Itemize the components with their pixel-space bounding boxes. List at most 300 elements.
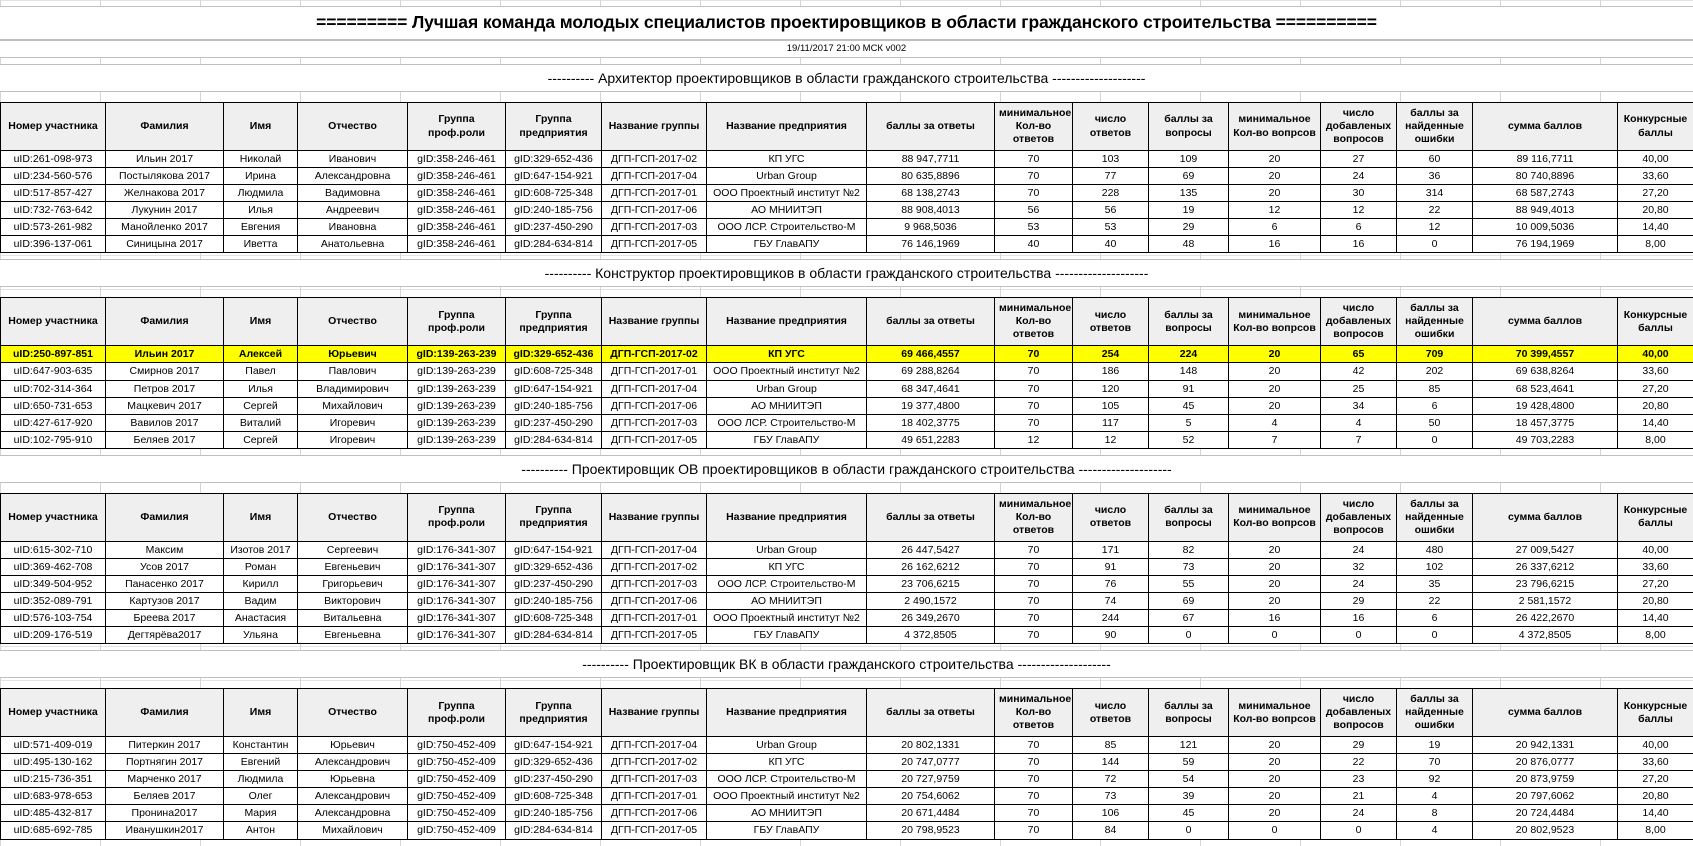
column-header-10[interactable]: число ответов bbox=[1073, 298, 1149, 346]
cell-9[interactable]: 70 bbox=[995, 168, 1073, 185]
cell-9[interactable]: 70 bbox=[995, 575, 1073, 592]
cell-7[interactable]: ООО ЛСР. Строительство-М bbox=[707, 771, 867, 788]
cell-4[interactable]: gID:358-246-461 bbox=[408, 168, 506, 185]
cell-9[interactable]: 70 bbox=[995, 185, 1073, 202]
column-header-7[interactable]: Название предприятия bbox=[707, 689, 867, 737]
cell-15[interactable]: 20 942,1331 bbox=[1473, 737, 1618, 754]
cell-15[interactable]: 80 740,8896 bbox=[1473, 168, 1618, 185]
cell-6[interactable]: ДГП-ГСП-2017-03 bbox=[602, 575, 707, 592]
cell-15[interactable]: 88 949,4013 bbox=[1473, 202, 1618, 219]
cell-0[interactable]: uID:349-504-952 bbox=[1, 575, 106, 592]
cell-12[interactable]: 20 bbox=[1229, 397, 1321, 414]
cell-16[interactable]: 8,00 bbox=[1618, 236, 1693, 253]
cell-7[interactable]: ГБУ ГлавАПУ bbox=[707, 822, 867, 839]
cell-12[interactable]: 20 bbox=[1229, 575, 1321, 592]
cell-8[interactable]: 20 671,4484 bbox=[867, 805, 995, 822]
cell-2[interactable]: Евгений bbox=[224, 754, 298, 771]
cell-12[interactable]: 0 bbox=[1229, 627, 1321, 644]
column-header-1[interactable]: Фамилия bbox=[106, 493, 224, 541]
cell-11[interactable]: 48 bbox=[1149, 236, 1229, 253]
cell-8[interactable]: 26 349,2670 bbox=[867, 610, 995, 627]
column-header-0[interactable]: Номер участника bbox=[1, 298, 106, 346]
cell-8[interactable]: 2 490,1572 bbox=[867, 592, 995, 609]
cell-16[interactable]: 27,20 bbox=[1618, 185, 1693, 202]
cell-5[interactable]: gID:240-185-756 bbox=[506, 592, 602, 609]
column-header-11[interactable]: баллы за вопросы bbox=[1149, 103, 1229, 151]
cell-6[interactable]: ДГП-ГСП-2017-02 bbox=[602, 346, 707, 363]
cell-6[interactable]: ДГП-ГСП-2017-06 bbox=[602, 805, 707, 822]
cell-5[interactable]: gID:237-450-290 bbox=[506, 771, 602, 788]
table-row[interactable] bbox=[1, 737, 1693, 754]
cell-4[interactable]: gID:750-452-409 bbox=[408, 771, 506, 788]
cell-0[interactable]: uID:615-302-710 bbox=[1, 541, 106, 558]
cell-3[interactable]: Анатольевна bbox=[298, 236, 408, 253]
cell-1[interactable]: Дегтярёва2017 bbox=[106, 627, 224, 644]
cell-1[interactable]: Смирнов 2017 bbox=[106, 363, 224, 380]
cell-11[interactable]: 135 bbox=[1149, 185, 1229, 202]
cell-10[interactable]: 91 bbox=[1073, 558, 1149, 575]
cell-15[interactable]: 26 422,2670 bbox=[1473, 610, 1618, 627]
cell-2[interactable]: Алексей bbox=[224, 346, 298, 363]
cell-12[interactable]: 20 bbox=[1229, 805, 1321, 822]
cell-0[interactable]: uID:352-089-791 bbox=[1, 592, 106, 609]
cell-14[interactable]: 12 bbox=[1397, 219, 1473, 236]
cell-3[interactable]: Михайлович bbox=[298, 822, 408, 839]
column-header-7[interactable]: Название предприятия bbox=[707, 493, 867, 541]
cell-12[interactable]: 20 bbox=[1229, 363, 1321, 380]
cell-4[interactable]: gID:750-452-409 bbox=[408, 754, 506, 771]
cell-6[interactable]: ДГП-ГСП-2017-04 bbox=[602, 380, 707, 397]
table-row[interactable] bbox=[1, 558, 1693, 575]
cell-13[interactable]: 34 bbox=[1321, 397, 1397, 414]
cell-11[interactable]: 91 bbox=[1149, 380, 1229, 397]
cell-5[interactable]: gID:329-652-436 bbox=[506, 558, 602, 575]
cell-10[interactable]: 228 bbox=[1073, 185, 1149, 202]
column-header-5[interactable]: Группа предприятия bbox=[506, 103, 602, 151]
cell-16[interactable]: 20,80 bbox=[1618, 202, 1693, 219]
cell-16[interactable]: 33,60 bbox=[1618, 558, 1693, 575]
cell-1[interactable]: Усов 2017 bbox=[106, 558, 224, 575]
cell-13[interactable]: 42 bbox=[1321, 363, 1397, 380]
cell-3[interactable]: Александрович bbox=[298, 788, 408, 805]
cell-7[interactable]: КП УГС bbox=[707, 558, 867, 575]
column-header-0[interactable]: Номер участника bbox=[1, 689, 106, 737]
cell-1[interactable]: Ильин 2017 bbox=[106, 151, 224, 168]
cell-5[interactable]: gID:608-725-348 bbox=[506, 185, 602, 202]
cell-4[interactable]: gID:176-341-307 bbox=[408, 575, 506, 592]
cell-3[interactable]: Андреевич bbox=[298, 202, 408, 219]
table-row[interactable] bbox=[1, 805, 1693, 822]
cell-7[interactable]: ООО Проектный институт №2 bbox=[707, 363, 867, 380]
cell-0[interactable]: uID:427-617-920 bbox=[1, 414, 106, 431]
cell-12[interactable]: 20 bbox=[1229, 541, 1321, 558]
cell-15[interactable]: 20 873,9759 bbox=[1473, 771, 1618, 788]
cell-0[interactable]: uID:396-137-061 bbox=[1, 236, 106, 253]
cell-6[interactable]: ДГП-ГСП-2017-06 bbox=[602, 202, 707, 219]
cell-0[interactable]: uID:702-314-364 bbox=[1, 380, 106, 397]
column-header-13[interactable]: число добавленых вопросов bbox=[1321, 103, 1397, 151]
column-header-12[interactable]: минимальное Кол-во вопрсов bbox=[1229, 298, 1321, 346]
cell-6[interactable]: ДГП-ГСП-2017-06 bbox=[602, 397, 707, 414]
cell-3[interactable]: Павлович bbox=[298, 363, 408, 380]
cell-7[interactable]: Urban Group bbox=[707, 168, 867, 185]
cell-5[interactable]: gID:647-154-921 bbox=[506, 541, 602, 558]
cell-4[interactable]: gID:358-246-461 bbox=[408, 202, 506, 219]
cell-6[interactable]: ДГП-ГСП-2017-01 bbox=[602, 363, 707, 380]
cell-15[interactable]: 69 638,8264 bbox=[1473, 363, 1618, 380]
cell-0[interactable]: uID:215-736-351 bbox=[1, 771, 106, 788]
cell-1[interactable]: Лукунин 2017 bbox=[106, 202, 224, 219]
table-row[interactable] bbox=[1, 185, 1693, 202]
cell-12[interactable]: 12 bbox=[1229, 202, 1321, 219]
cell-9[interactable]: 70 bbox=[995, 558, 1073, 575]
column-header-6[interactable]: Название группы bbox=[602, 493, 707, 541]
cell-13[interactable]: 24 bbox=[1321, 168, 1397, 185]
cell-2[interactable]: Олег bbox=[224, 788, 298, 805]
cell-9[interactable]: 70 bbox=[995, 822, 1073, 839]
cell-8[interactable]: 88 908,4013 bbox=[867, 202, 995, 219]
cell-13[interactable]: 16 bbox=[1321, 610, 1397, 627]
cell-16[interactable]: 33,60 bbox=[1618, 168, 1693, 185]
cell-9[interactable]: 70 bbox=[995, 397, 1073, 414]
cell-13[interactable]: 6 bbox=[1321, 219, 1397, 236]
cell-2[interactable]: Сергей bbox=[224, 397, 298, 414]
cell-12[interactable]: 0 bbox=[1229, 822, 1321, 839]
column-header-13[interactable]: число добавленых вопросов bbox=[1321, 689, 1397, 737]
column-header-11[interactable]: баллы за вопросы bbox=[1149, 689, 1229, 737]
column-header-15[interactable]: сумма баллов bbox=[1473, 298, 1618, 346]
cell-12[interactable]: 16 bbox=[1229, 610, 1321, 627]
cell-15[interactable]: 23 796,6215 bbox=[1473, 575, 1618, 592]
cell-16[interactable]: 27,20 bbox=[1618, 380, 1693, 397]
cell-6[interactable]: ДГП-ГСП-2017-02 bbox=[602, 754, 707, 771]
cell-5[interactable]: gID:608-725-348 bbox=[506, 610, 602, 627]
column-header-6[interactable]: Название группы bbox=[602, 689, 707, 737]
cell-5[interactable]: gID:329-652-436 bbox=[506, 151, 602, 168]
cell-1[interactable]: Питеркин 2017 bbox=[106, 737, 224, 754]
column-header-9[interactable]: минимальное Кол-во ответов bbox=[995, 689, 1073, 737]
cell-4[interactable]: gID:176-341-307 bbox=[408, 541, 506, 558]
cell-7[interactable]: ООО ЛСР. Строительство-М bbox=[707, 575, 867, 592]
column-header-16[interactable]: Конкурсные баллы bbox=[1618, 493, 1693, 541]
cell-0[interactable]: uID:102-795-910 bbox=[1, 431, 106, 448]
cell-2[interactable]: Изотов 2017 bbox=[224, 541, 298, 558]
cell-7[interactable]: ООО ЛСР. Строительство-М bbox=[707, 219, 867, 236]
cell-5[interactable]: gID:237-450-290 bbox=[506, 575, 602, 592]
cell-2[interactable]: Людмила bbox=[224, 771, 298, 788]
cell-6[interactable]: ДГП-ГСП-2017-02 bbox=[602, 558, 707, 575]
cell-7[interactable]: ООО Проектный институт №2 bbox=[707, 788, 867, 805]
cell-11[interactable]: 45 bbox=[1149, 805, 1229, 822]
column-header-9[interactable]: минимальное Кол-во ответов bbox=[995, 493, 1073, 541]
cell-8[interactable]: 69 466,4557 bbox=[867, 346, 995, 363]
cell-10[interactable]: 76 bbox=[1073, 575, 1149, 592]
cell-5[interactable]: gID:284-634-814 bbox=[506, 627, 602, 644]
column-header-15[interactable]: сумма баллов bbox=[1473, 689, 1618, 737]
column-header-4[interactable]: Группа проф.роли bbox=[408, 103, 506, 151]
cell-15[interactable]: 76 194,1969 bbox=[1473, 236, 1618, 253]
column-header-8[interactable]: баллы за ответы bbox=[867, 103, 995, 151]
cell-3[interactable]: Юрьевич bbox=[298, 737, 408, 754]
column-header-14[interactable]: баллы за найденные ошибки bbox=[1397, 298, 1473, 346]
table-row[interactable] bbox=[1, 219, 1693, 236]
cell-3[interactable]: Иванович bbox=[298, 151, 408, 168]
cell-15[interactable]: 70 399,4557 bbox=[1473, 346, 1618, 363]
cell-2[interactable]: Павел bbox=[224, 363, 298, 380]
table-row[interactable] bbox=[1, 202, 1693, 219]
cell-12[interactable]: 20 bbox=[1229, 754, 1321, 771]
cell-7[interactable]: АО МНИИТЭП bbox=[707, 202, 867, 219]
cell-8[interactable]: 88 947,7711 bbox=[867, 151, 995, 168]
cell-1[interactable]: Беляев 2017 bbox=[106, 431, 224, 448]
cell-10[interactable]: 171 bbox=[1073, 541, 1149, 558]
cell-2[interactable]: Константин bbox=[224, 737, 298, 754]
cell-12[interactable]: 20 bbox=[1229, 788, 1321, 805]
cell-14[interactable]: 202 bbox=[1397, 363, 1473, 380]
table-row[interactable] bbox=[1, 346, 1693, 363]
cell-11[interactable]: 67 bbox=[1149, 610, 1229, 627]
column-header-4[interactable]: Группа проф.роли bbox=[408, 298, 506, 346]
column-header-4[interactable]: Группа проф.роли bbox=[408, 493, 506, 541]
cell-16[interactable]: 27,20 bbox=[1618, 771, 1693, 788]
cell-6[interactable]: ДГП-ГСП-2017-03 bbox=[602, 414, 707, 431]
cell-4[interactable]: gID:139-263-239 bbox=[408, 431, 506, 448]
column-header-3[interactable]: Отчество bbox=[298, 689, 408, 737]
table-row[interactable] bbox=[1, 363, 1693, 380]
cell-6[interactable]: ДГП-ГСП-2017-03 bbox=[602, 771, 707, 788]
cell-16[interactable]: 40,00 bbox=[1618, 151, 1693, 168]
table-row[interactable] bbox=[1, 414, 1693, 431]
cell-3[interactable]: Александровна bbox=[298, 805, 408, 822]
cell-0[interactable]: uID:485-432-817 bbox=[1, 805, 106, 822]
cell-13[interactable]: 25 bbox=[1321, 380, 1397, 397]
column-header-3[interactable]: Отчество bbox=[298, 298, 408, 346]
cell-0[interactable]: uID:517-857-427 bbox=[1, 185, 106, 202]
cell-11[interactable]: 73 bbox=[1149, 558, 1229, 575]
column-header-10[interactable]: число ответов bbox=[1073, 103, 1149, 151]
cell-10[interactable]: 53 bbox=[1073, 219, 1149, 236]
cell-15[interactable]: 19 428,4800 bbox=[1473, 397, 1618, 414]
cell-4[interactable]: gID:358-246-461 bbox=[408, 219, 506, 236]
cell-4[interactable]: gID:176-341-307 bbox=[408, 558, 506, 575]
cell-9[interactable]: 70 bbox=[995, 541, 1073, 558]
cell-8[interactable]: 18 402,3775 bbox=[867, 414, 995, 431]
column-header-15[interactable]: сумма баллов bbox=[1473, 103, 1618, 151]
cell-13[interactable]: 24 bbox=[1321, 575, 1397, 592]
cell-3[interactable]: Михайлович bbox=[298, 397, 408, 414]
cell-8[interactable]: 19 377,4800 bbox=[867, 397, 995, 414]
cell-10[interactable]: 120 bbox=[1073, 380, 1149, 397]
cell-4[interactable]: gID:139-263-239 bbox=[408, 380, 506, 397]
cell-14[interactable]: 60 bbox=[1397, 151, 1473, 168]
cell-10[interactable]: 84 bbox=[1073, 822, 1149, 839]
cell-1[interactable]: Манойленко 2017 bbox=[106, 219, 224, 236]
cell-16[interactable]: 14,40 bbox=[1618, 414, 1693, 431]
cell-12[interactable]: 4 bbox=[1229, 414, 1321, 431]
column-header-1[interactable]: Фамилия bbox=[106, 298, 224, 346]
cell-14[interactable]: 0 bbox=[1397, 236, 1473, 253]
cell-7[interactable]: ООО ЛСР. Строительство-М bbox=[707, 414, 867, 431]
cell-16[interactable]: 20,80 bbox=[1618, 788, 1693, 805]
column-header-7[interactable]: Название предприятия bbox=[707, 298, 867, 346]
cell-10[interactable]: 244 bbox=[1073, 610, 1149, 627]
cell-16[interactable]: 20,80 bbox=[1618, 592, 1693, 609]
cell-1[interactable]: Марченко 2017 bbox=[106, 771, 224, 788]
column-header-13[interactable]: число добавленых вопросов bbox=[1321, 493, 1397, 541]
cell-16[interactable]: 33,60 bbox=[1618, 363, 1693, 380]
cell-13[interactable]: 16 bbox=[1321, 236, 1397, 253]
column-header-6[interactable]: Название группы bbox=[602, 298, 707, 346]
cell-1[interactable]: Желнакова 2017 bbox=[106, 185, 224, 202]
cell-0[interactable]: uID:683-978-653 bbox=[1, 788, 106, 805]
cell-9[interactable]: 70 bbox=[995, 754, 1073, 771]
cell-11[interactable]: 0 bbox=[1149, 627, 1229, 644]
cell-12[interactable]: 6 bbox=[1229, 219, 1321, 236]
cell-14[interactable]: 92 bbox=[1397, 771, 1473, 788]
cell-5[interactable]: gID:647-154-921 bbox=[506, 380, 602, 397]
column-header-13[interactable]: число добавленых вопросов bbox=[1321, 298, 1397, 346]
cell-7[interactable]: ООО Проектный институт №2 bbox=[707, 610, 867, 627]
cell-9[interactable]: 70 bbox=[995, 610, 1073, 627]
column-header-4[interactable]: Группа проф.роли bbox=[408, 689, 506, 737]
cell-8[interactable]: 69 288,8264 bbox=[867, 363, 995, 380]
cell-10[interactable]: 103 bbox=[1073, 151, 1149, 168]
cell-8[interactable]: 20 727,9759 bbox=[867, 771, 995, 788]
column-header-8[interactable]: баллы за ответы bbox=[867, 689, 995, 737]
cell-14[interactable]: 22 bbox=[1397, 202, 1473, 219]
column-header-1[interactable]: Фамилия bbox=[106, 689, 224, 737]
cell-7[interactable]: АО МНИИТЭП bbox=[707, 592, 867, 609]
cell-14[interactable]: 102 bbox=[1397, 558, 1473, 575]
table-row[interactable] bbox=[1, 380, 1693, 397]
cell-14[interactable]: 35 bbox=[1397, 575, 1473, 592]
cell-0[interactable]: uID:250-897-851 bbox=[1, 346, 106, 363]
column-header-6[interactable]: Название группы bbox=[602, 103, 707, 151]
cell-4[interactable]: gID:358-246-461 bbox=[408, 151, 506, 168]
cell-16[interactable]: 8,00 bbox=[1618, 627, 1693, 644]
cell-5[interactable]: gID:237-450-290 bbox=[506, 414, 602, 431]
cell-9[interactable]: 70 bbox=[995, 363, 1073, 380]
cell-10[interactable]: 254 bbox=[1073, 346, 1149, 363]
cell-1[interactable]: Постылякова 2017 bbox=[106, 168, 224, 185]
cell-3[interactable]: Витальевна bbox=[298, 610, 408, 627]
cell-2[interactable]: Роман bbox=[224, 558, 298, 575]
cell-9[interactable]: 70 bbox=[995, 346, 1073, 363]
column-header-12[interactable]: минимальное Кол-во вопрсов bbox=[1229, 689, 1321, 737]
cell-2[interactable]: Иветта bbox=[224, 236, 298, 253]
cell-15[interactable]: 2 581,1572 bbox=[1473, 592, 1618, 609]
cell-0[interactable]: uID:573-261-982 bbox=[1, 219, 106, 236]
cell-0[interactable]: uID:261-098-973 bbox=[1, 151, 106, 168]
column-header-5[interactable]: Группа предприятия bbox=[506, 298, 602, 346]
cell-3[interactable]: Игоревич bbox=[298, 414, 408, 431]
cell-12[interactable]: 20 bbox=[1229, 592, 1321, 609]
cell-15[interactable]: 4 372,8505 bbox=[1473, 627, 1618, 644]
cell-9[interactable]: 53 bbox=[995, 219, 1073, 236]
column-header-14[interactable]: баллы за найденные ошибки bbox=[1397, 493, 1473, 541]
cell-11[interactable]: 54 bbox=[1149, 771, 1229, 788]
column-header-16[interactable]: Конкурсные баллы bbox=[1618, 298, 1693, 346]
cell-7[interactable]: Urban Group bbox=[707, 380, 867, 397]
column-header-3[interactable]: Отчество bbox=[298, 103, 408, 151]
cell-13[interactable]: 23 bbox=[1321, 771, 1397, 788]
column-header-2[interactable]: Имя bbox=[224, 689, 298, 737]
column-header-10[interactable]: число ответов bbox=[1073, 689, 1149, 737]
cell-5[interactable]: gID:240-185-756 bbox=[506, 805, 602, 822]
cell-14[interactable]: 6 bbox=[1397, 397, 1473, 414]
cell-10[interactable]: 73 bbox=[1073, 788, 1149, 805]
cell-7[interactable]: АО МНИИТЭП bbox=[707, 805, 867, 822]
cell-12[interactable]: 20 bbox=[1229, 168, 1321, 185]
cell-9[interactable]: 70 bbox=[995, 380, 1073, 397]
cell-15[interactable]: 49 703,2283 bbox=[1473, 431, 1618, 448]
cell-13[interactable]: 12 bbox=[1321, 202, 1397, 219]
cell-12[interactable]: 20 bbox=[1229, 380, 1321, 397]
cell-15[interactable]: 18 457,3775 bbox=[1473, 414, 1618, 431]
cell-11[interactable]: 52 bbox=[1149, 431, 1229, 448]
cell-4[interactable]: gID:750-452-409 bbox=[408, 805, 506, 822]
cell-6[interactable]: ДГП-ГСП-2017-05 bbox=[602, 431, 707, 448]
cell-13[interactable]: 0 bbox=[1321, 822, 1397, 839]
cell-6[interactable]: ДГП-ГСП-2017-04 bbox=[602, 168, 707, 185]
cell-4[interactable]: gID:358-246-461 bbox=[408, 185, 506, 202]
cell-3[interactable]: Юрьевна bbox=[298, 771, 408, 788]
cell-11[interactable]: 45 bbox=[1149, 397, 1229, 414]
column-header-15[interactable]: сумма баллов bbox=[1473, 493, 1618, 541]
cell-11[interactable]: 224 bbox=[1149, 346, 1229, 363]
cell-10[interactable]: 77 bbox=[1073, 168, 1149, 185]
cell-8[interactable]: 20 747,0777 bbox=[867, 754, 995, 771]
cell-8[interactable]: 68 347,4641 bbox=[867, 380, 995, 397]
cell-6[interactable]: ДГП-ГСП-2017-05 bbox=[602, 627, 707, 644]
cell-7[interactable]: ГБУ ГлавАПУ bbox=[707, 431, 867, 448]
column-header-8[interactable]: баллы за ответы bbox=[867, 493, 995, 541]
cell-0[interactable]: uID:576-103-754 bbox=[1, 610, 106, 627]
cell-13[interactable]: 29 bbox=[1321, 737, 1397, 754]
cell-4[interactable]: gID:750-452-409 bbox=[408, 737, 506, 754]
cell-9[interactable]: 70 bbox=[995, 771, 1073, 788]
table-row[interactable] bbox=[1, 151, 1693, 168]
column-header-11[interactable]: баллы за вопросы bbox=[1149, 493, 1229, 541]
cell-12[interactable]: 20 bbox=[1229, 151, 1321, 168]
cell-0[interactable]: uID:571-409-019 bbox=[1, 737, 106, 754]
cell-16[interactable]: 8,00 bbox=[1618, 822, 1693, 839]
cell-16[interactable]: 20,80 bbox=[1618, 397, 1693, 414]
cell-2[interactable]: Илья bbox=[224, 380, 298, 397]
cell-8[interactable]: 26 162,6212 bbox=[867, 558, 995, 575]
cell-3[interactable]: Вадимовна bbox=[298, 185, 408, 202]
cell-0[interactable]: uID:234-560-576 bbox=[1, 168, 106, 185]
cell-11[interactable]: 5 bbox=[1149, 414, 1229, 431]
cell-12[interactable]: 20 bbox=[1229, 185, 1321, 202]
cell-1[interactable]: Вавилов 2017 bbox=[106, 414, 224, 431]
table-row[interactable] bbox=[1, 592, 1693, 609]
cell-13[interactable]: 21 bbox=[1321, 788, 1397, 805]
cell-13[interactable]: 7 bbox=[1321, 431, 1397, 448]
cell-9[interactable]: 70 bbox=[995, 737, 1073, 754]
cell-6[interactable]: ДГП-ГСП-2017-02 bbox=[602, 151, 707, 168]
cell-13[interactable]: 65 bbox=[1321, 346, 1397, 363]
cell-0[interactable]: uID:209-176-519 bbox=[1, 627, 106, 644]
cell-10[interactable]: 186 bbox=[1073, 363, 1149, 380]
cell-8[interactable]: 68 138,2743 bbox=[867, 185, 995, 202]
cell-1[interactable]: Синицына 2017 bbox=[106, 236, 224, 253]
cell-15[interactable]: 20 797,6062 bbox=[1473, 788, 1618, 805]
cell-3[interactable]: Игоревич bbox=[298, 431, 408, 448]
cell-0[interactable]: uID:369-462-708 bbox=[1, 558, 106, 575]
column-header-10[interactable]: число ответов bbox=[1073, 493, 1149, 541]
cell-13[interactable]: 32 bbox=[1321, 558, 1397, 575]
